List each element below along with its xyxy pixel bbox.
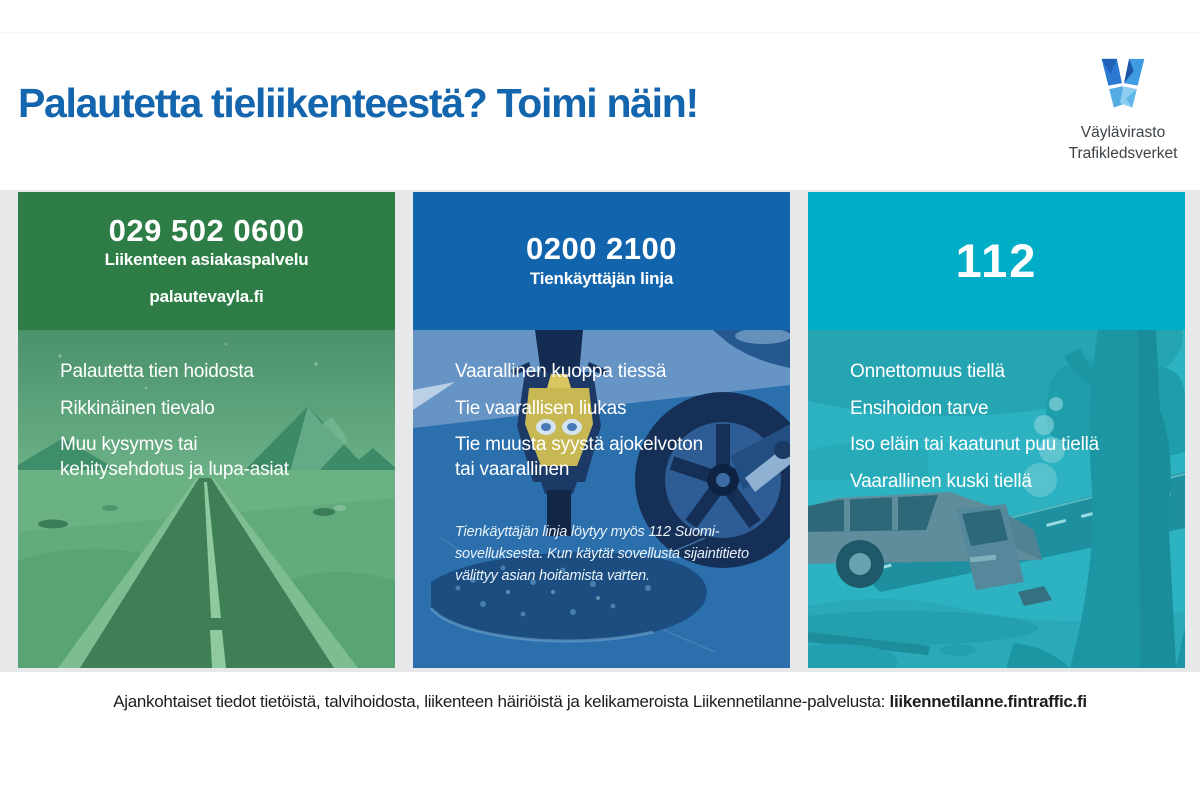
cards-row [18, 192, 1185, 668]
suomi112-app-note: Tienkäyttäjän linja löytyy myös 112 Suomi-sovelluksesta. Kun käytät sovellusta sijaintitieto välittyy asian hoitamista varten. [455, 523, 749, 585]
list-item: Ensihoidon tarve [850, 397, 989, 419]
list-item: Tie vaarallisen liukas [455, 397, 627, 419]
card-tienkayttajan-linja-header [413, 192, 790, 330]
phone-number-asiakaspalvelu: 029 502 0600 [108, 212, 305, 248]
phone-number-112: 112 [955, 234, 1038, 288]
card-hatanumero [808, 192, 1185, 668]
tienkayttajan-linja-topic-list [455, 360, 707, 495]
asiakaspalvelu-topic-list [60, 360, 324, 495]
list-item: Palautetta tien hoidosta [60, 361, 254, 382]
card-asiakaspalvelu-subtitle: Liikenteen asiakaspalvelu [104, 250, 309, 270]
footer-info-text [0, 692, 1200, 712]
card-hatanumero-body [808, 330, 1185, 668]
list-item: Iso eläin tai kaatunut puu tiellä [850, 434, 1100, 456]
logo-name-sv: Trafikledsverket [1068, 145, 1178, 163]
list-item: Rikkinäinen tievalo [60, 397, 215, 419]
card-asiakaspalvelu-header [18, 192, 395, 330]
hatanumero-topic-list [850, 360, 1158, 507]
card-hatanumero-header [808, 192, 1185, 330]
card-tienkayttajan-linja-subtitle: Tienkäyttäjän linja [529, 268, 674, 288]
list-item: Onnettomuus tiellä [850, 361, 1005, 382]
page-title: Palautetta tieliikenteestä? Toimi näin! [18, 80, 698, 126]
vaylavirasto-v-icon [1094, 52, 1152, 116]
list-item: Muu kysymys tai kehitysehdotus ja lupa-asiat [60, 434, 289, 481]
footer-text: Ajankohtaiset tiedot tietöistä, talvihoidosta, liikenteen häiriöistä ja kelikameroista Liikennetilanne-palvelusta: [113, 692, 886, 711]
vaylavirasto-logo [1054, 52, 1192, 165]
logo-name-fi: Väylävirasto [1080, 124, 1166, 141]
liikennetilanne-url: liikennetilanne.fintraffic.fi [889, 692, 1087, 711]
card-tienkayttajan-linja [413, 192, 790, 668]
list-item: Vaarallinen kuski tiellä [850, 471, 1032, 493]
palautevayla-url: palautevayla.fi [149, 287, 264, 307]
top-divider-line [0, 32, 1200, 33]
list-item: Tie muusta syystä ajokelvoton tai vaarallinen [455, 434, 704, 481]
card-tienkayttajan-linja-body [413, 330, 790, 668]
card-asiakaspalvelu-body [18, 330, 395, 668]
list-item: Vaarallinen kuoppa tiessä [455, 361, 667, 382]
phone-number-tienkayttajan-linja: 0200 2100 [525, 231, 678, 267]
card-asiakaspalvelu [18, 192, 395, 668]
